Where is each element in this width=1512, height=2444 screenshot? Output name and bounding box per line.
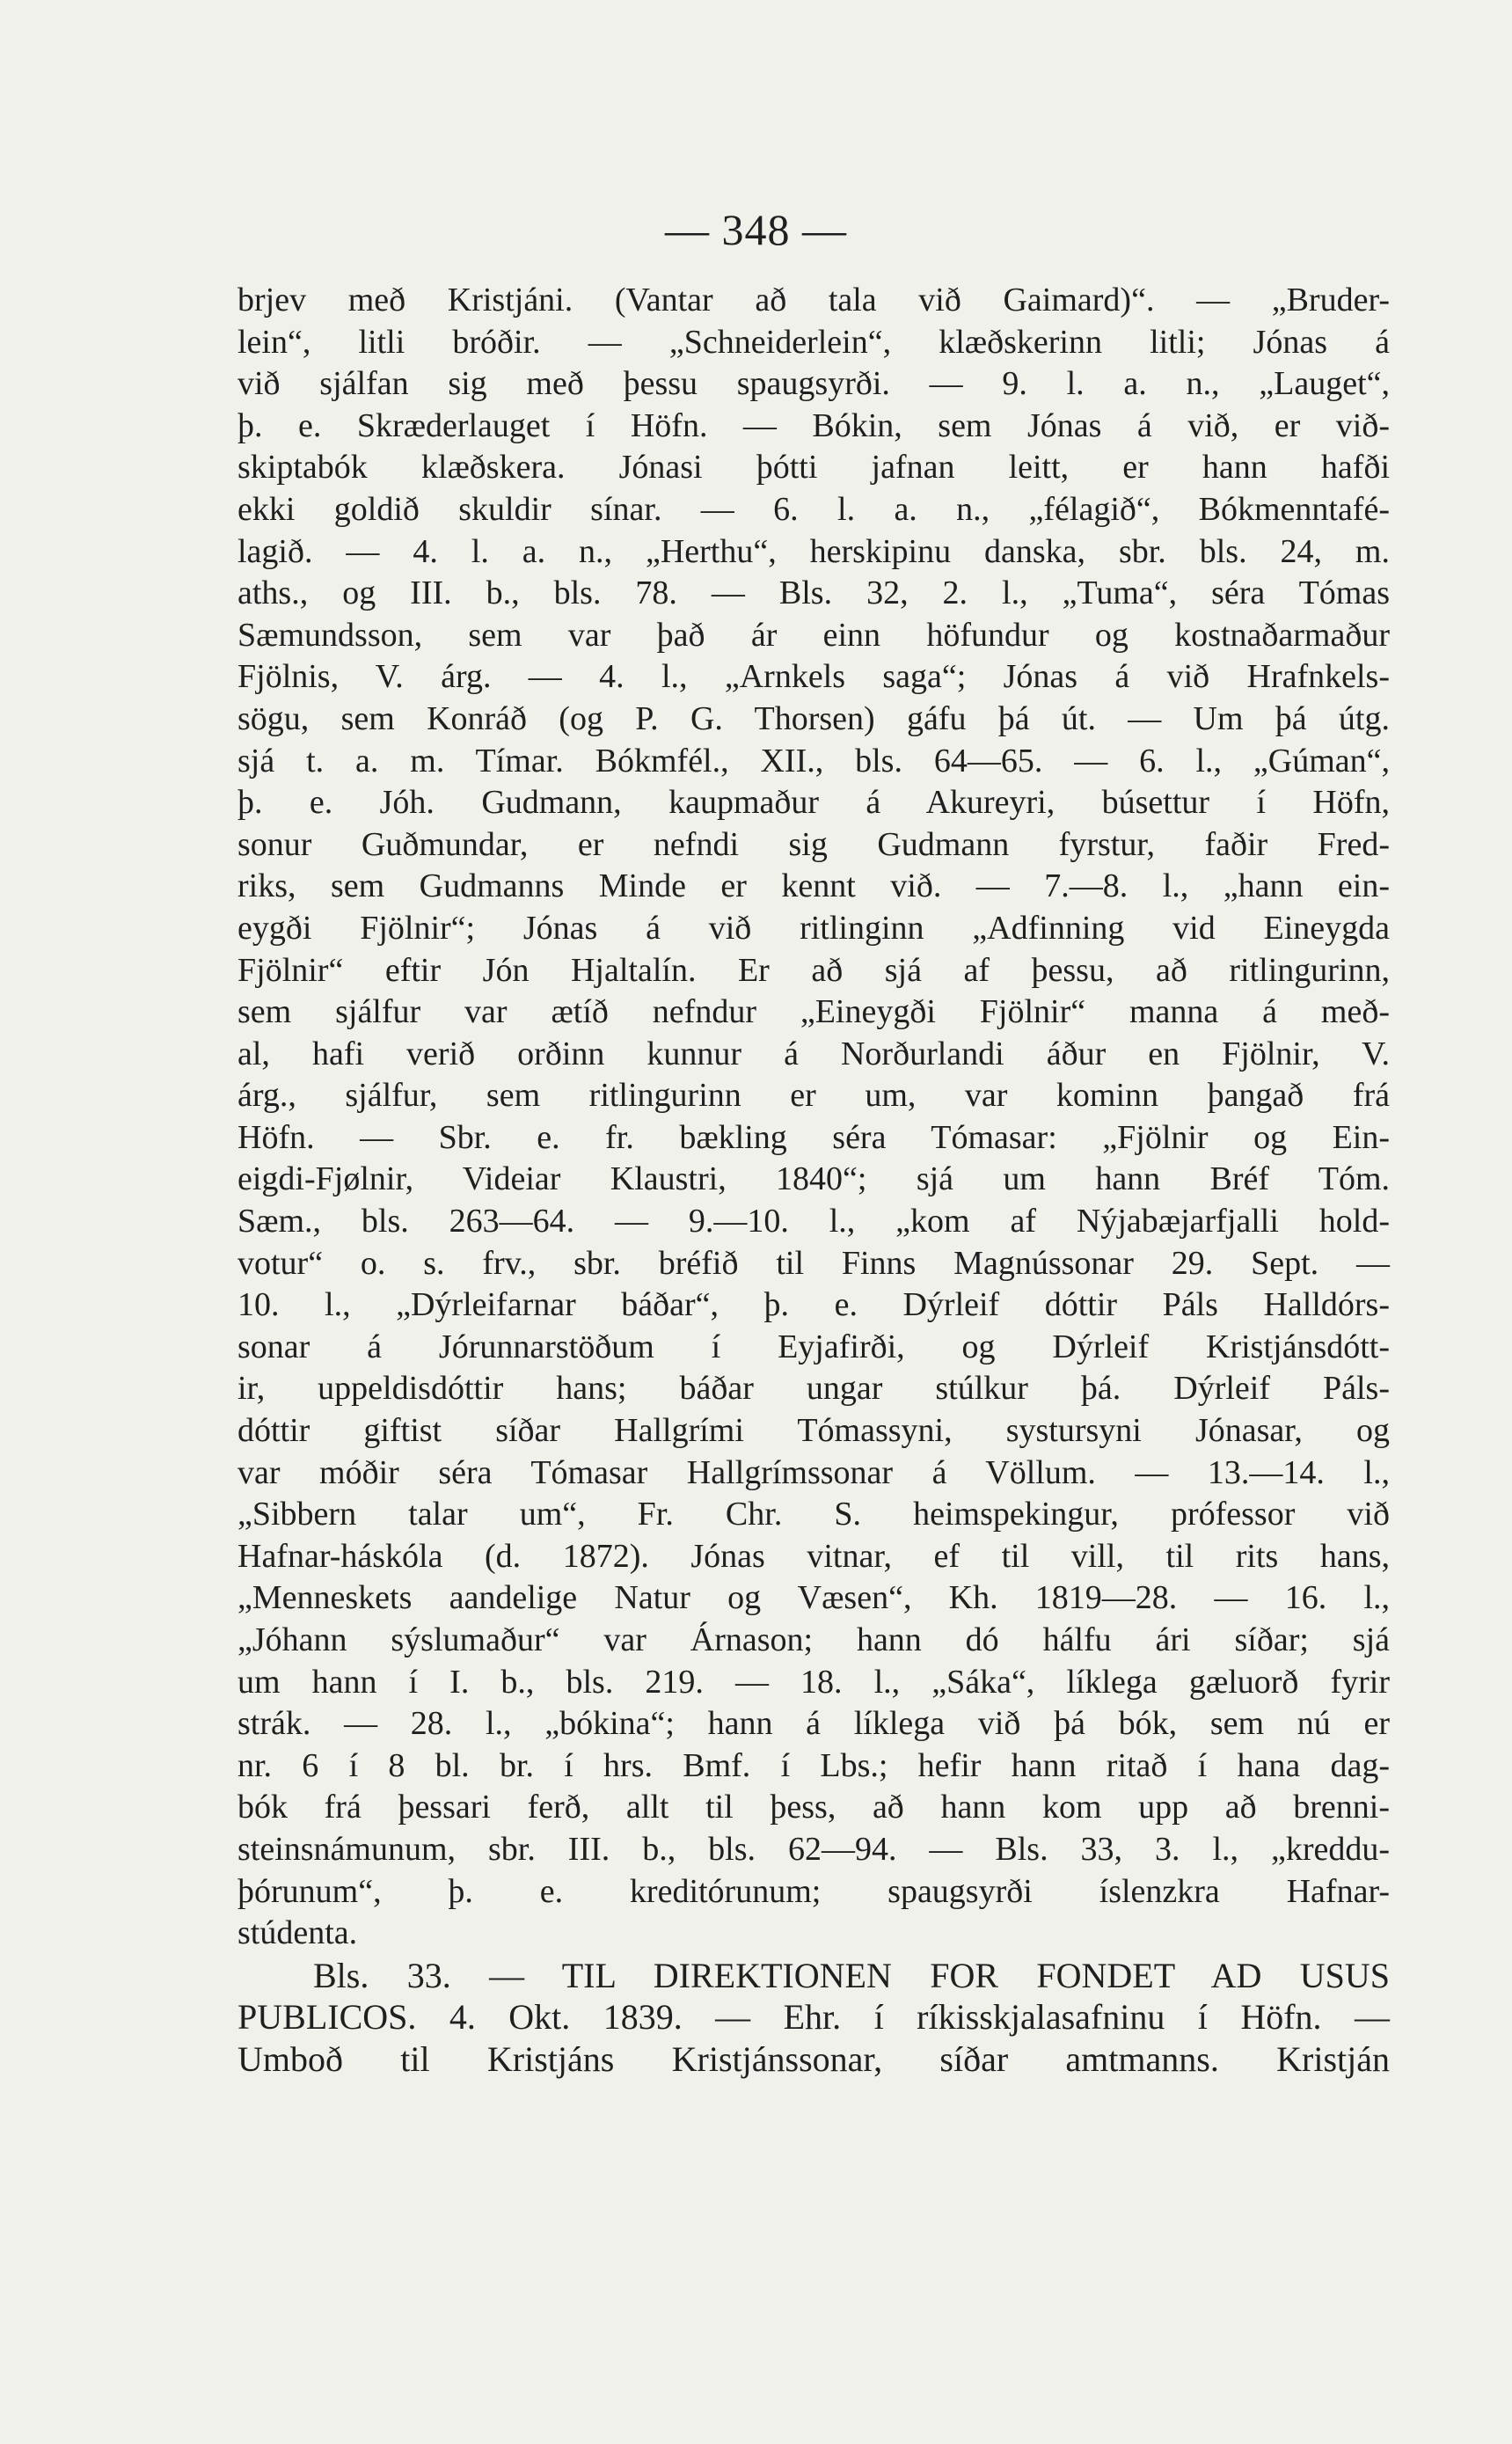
text-line: Sæm., bls. 263—64. — 9.—10. l., „kom af Nýjabæjarfjalli hold- xyxy=(237,1203,1390,1240)
page-number: — 348 — xyxy=(665,205,847,254)
text-line: stúdenta. xyxy=(237,1914,358,1952)
section-heading-line: Bls. 33. — TIL DIREKTIONEN FOR FONDET AD USUS xyxy=(313,1955,1390,1995)
text-line: Umboð til Kristjáns Kristjánssonar, síðar amtmanns. Kristján xyxy=(237,2038,1390,2079)
text-line: skiptabók klæðskera. Jónasi þótti jafnan leitt, er hann hafði xyxy=(237,449,1390,487)
text-line: „Sibbern talar um“, Fr. Chr. S. heimspekingur, prófessor við xyxy=(237,1496,1390,1533)
text-line: við sjálfan sig með þessu spaugsyrði. — 9. l. a. n., „Lauget“, xyxy=(237,365,1390,403)
text-line: eygði Fjölnir“; Jónas á við ritlinginn „Adfinning vid Eineygda xyxy=(237,909,1390,947)
text-line: árg., sjálfur, sem ritlingurinn er um, var kominn þangað frá xyxy=(237,1077,1390,1115)
text-line: al, hafi verið orðinn kunnur á Norðurlandi áður en Fjölnir, V. xyxy=(237,1035,1390,1072)
text-line: var móðir séra Tómasar Hallgrímssonar á Völlum. — 13.—14. l., xyxy=(237,1453,1390,1491)
text-line: Hafnar-háskóla (d. 1872). Jónas vitnar, ef til vill, til rits hans, xyxy=(237,1537,1390,1575)
text-line: sem sjálfur var ætíð nefndur „Eineygði Fjölnir“ manna á með- xyxy=(237,993,1390,1031)
text-line: sonur Guðmundar, er nefndi sig Gudmann fyrstur, faðir Fred- xyxy=(237,825,1390,863)
text-line: lein“, litli bróðir. — „Schneiderlein“, klæðskerinn litli; Jónas á xyxy=(237,323,1390,361)
text-line: þórunum“, þ. e. kreditórunum; spaugsyrði íslenzkra Hafnar- xyxy=(237,1872,1390,1910)
text-line: bók frá þessari ferð, allt til þess, að hann kom upp að brenni- xyxy=(237,1789,1390,1826)
text-line: þ. e. Skræderlauget í Höfn. — Bókin, sem Jónas á við, er við- xyxy=(237,406,1390,444)
text-line: um hann í I. b., bls. 219. — 18. l., „Sáka“, líklega gæluorð fyrir xyxy=(237,1663,1390,1701)
text-line: Fjölnir“ eftir Jón Hjaltalín. Er að sjá af þessu, að ritlingurinn, xyxy=(237,951,1390,989)
text-line: ekki goldið skuldir sínar. — 6. l. a. n., „félagið“, Bókmenntafé- xyxy=(237,490,1390,528)
text-line: Fjölnis, V. árg. — 4. l., „Arnkels saga“; Jónas á við Hrafnkels- xyxy=(237,658,1390,696)
text-line: riks, sem Gudmanns Minde er kennt við. — 7.—8. l., „hann ein- xyxy=(237,867,1390,905)
text-line: Sæmundsson, sem var það ár einn höfundur og kostnaðarmaður xyxy=(237,616,1390,654)
text-line: sögu, sem Konráð (og P. G. Thorsen) gáfu þá út. — Um þá útg. xyxy=(237,699,1390,737)
text-line: þ. e. Jóh. Gudmann, kaupmaður á Akureyri, búsettur í Höfn, xyxy=(237,784,1390,822)
section-heading-line: PUBLICOS. 4. Okt. 1839. — Ehr. í ríkisskjalasafninu í Höfn. — xyxy=(237,1997,1390,2038)
text-line: brjev með Kristjáni. (Vantar að tala við Gaimard)“. — „Bruder- xyxy=(237,282,1390,318)
text-line: votur“ o. s. frv., sbr. bréfið til Finns Magnússonar 29. Sept. — xyxy=(237,1244,1390,1282)
text-line: lagið. — 4. l. a. n., „Herthu“, herskipinu danska, sbr. bls. 24, m. xyxy=(237,532,1390,570)
text-line: sjá t. a. m. Tímar. Bókmfél., XII., bls. 64—65. — 6. l., „Gúman“, xyxy=(237,742,1390,779)
text-line: aths., og III. b., bls. 78. — Bls. 32, 2. l., „Tuma“, séra Tómas xyxy=(237,574,1390,612)
text-line: dóttir giftist síðar Hallgrími Tómassyni, systursyni Jónasar, og xyxy=(237,1412,1390,1450)
text-line: „Menneskets aandelige Natur og Væsen“, Kh. 1819—28. — 16. l., xyxy=(237,1579,1390,1617)
text-line: ir, uppeldisdóttir hans; báðar ungar stúlkur þá. Dýrleif Páls- xyxy=(237,1370,1390,1408)
text-line: Höfn. — Sbr. e. fr. bækling séra Tómasar: „Fjölnir og Ein- xyxy=(237,1118,1390,1156)
text-line: sonar á Jórunnarstöðum í Eyjafirði, og Dýrleif Kristjánsdótt- xyxy=(237,1328,1390,1365)
text-line: strák. — 28. l., „bókina“; hann á líklega við þá bók, sem nú er xyxy=(237,1705,1390,1743)
body-text xyxy=(237,280,1390,2081)
text-line: 10. l., „Dýrleifarnar báðar“, þ. e. Dýrleif dóttir Páls Halldórs- xyxy=(237,1286,1390,1324)
text-line: nr. 6 í 8 bl. br. í hrs. Bmf. í Lbs.; hefir hann ritað í hana dag- xyxy=(237,1746,1390,1784)
text-line: „Jóhann sýslumaður“ var Árnason; hann dó hálfu ári síðar; sjá xyxy=(237,1621,1390,1658)
text-line: eigdi-Fjølnir, Videiar Klaustri, 1840“; sjá um hann Bréf Tóm. xyxy=(237,1160,1390,1198)
text-line: steinsnámunum, sbr. III. b., bls. 62—94. — Bls. 33, 3. l., „kreddu- xyxy=(237,1830,1390,1868)
